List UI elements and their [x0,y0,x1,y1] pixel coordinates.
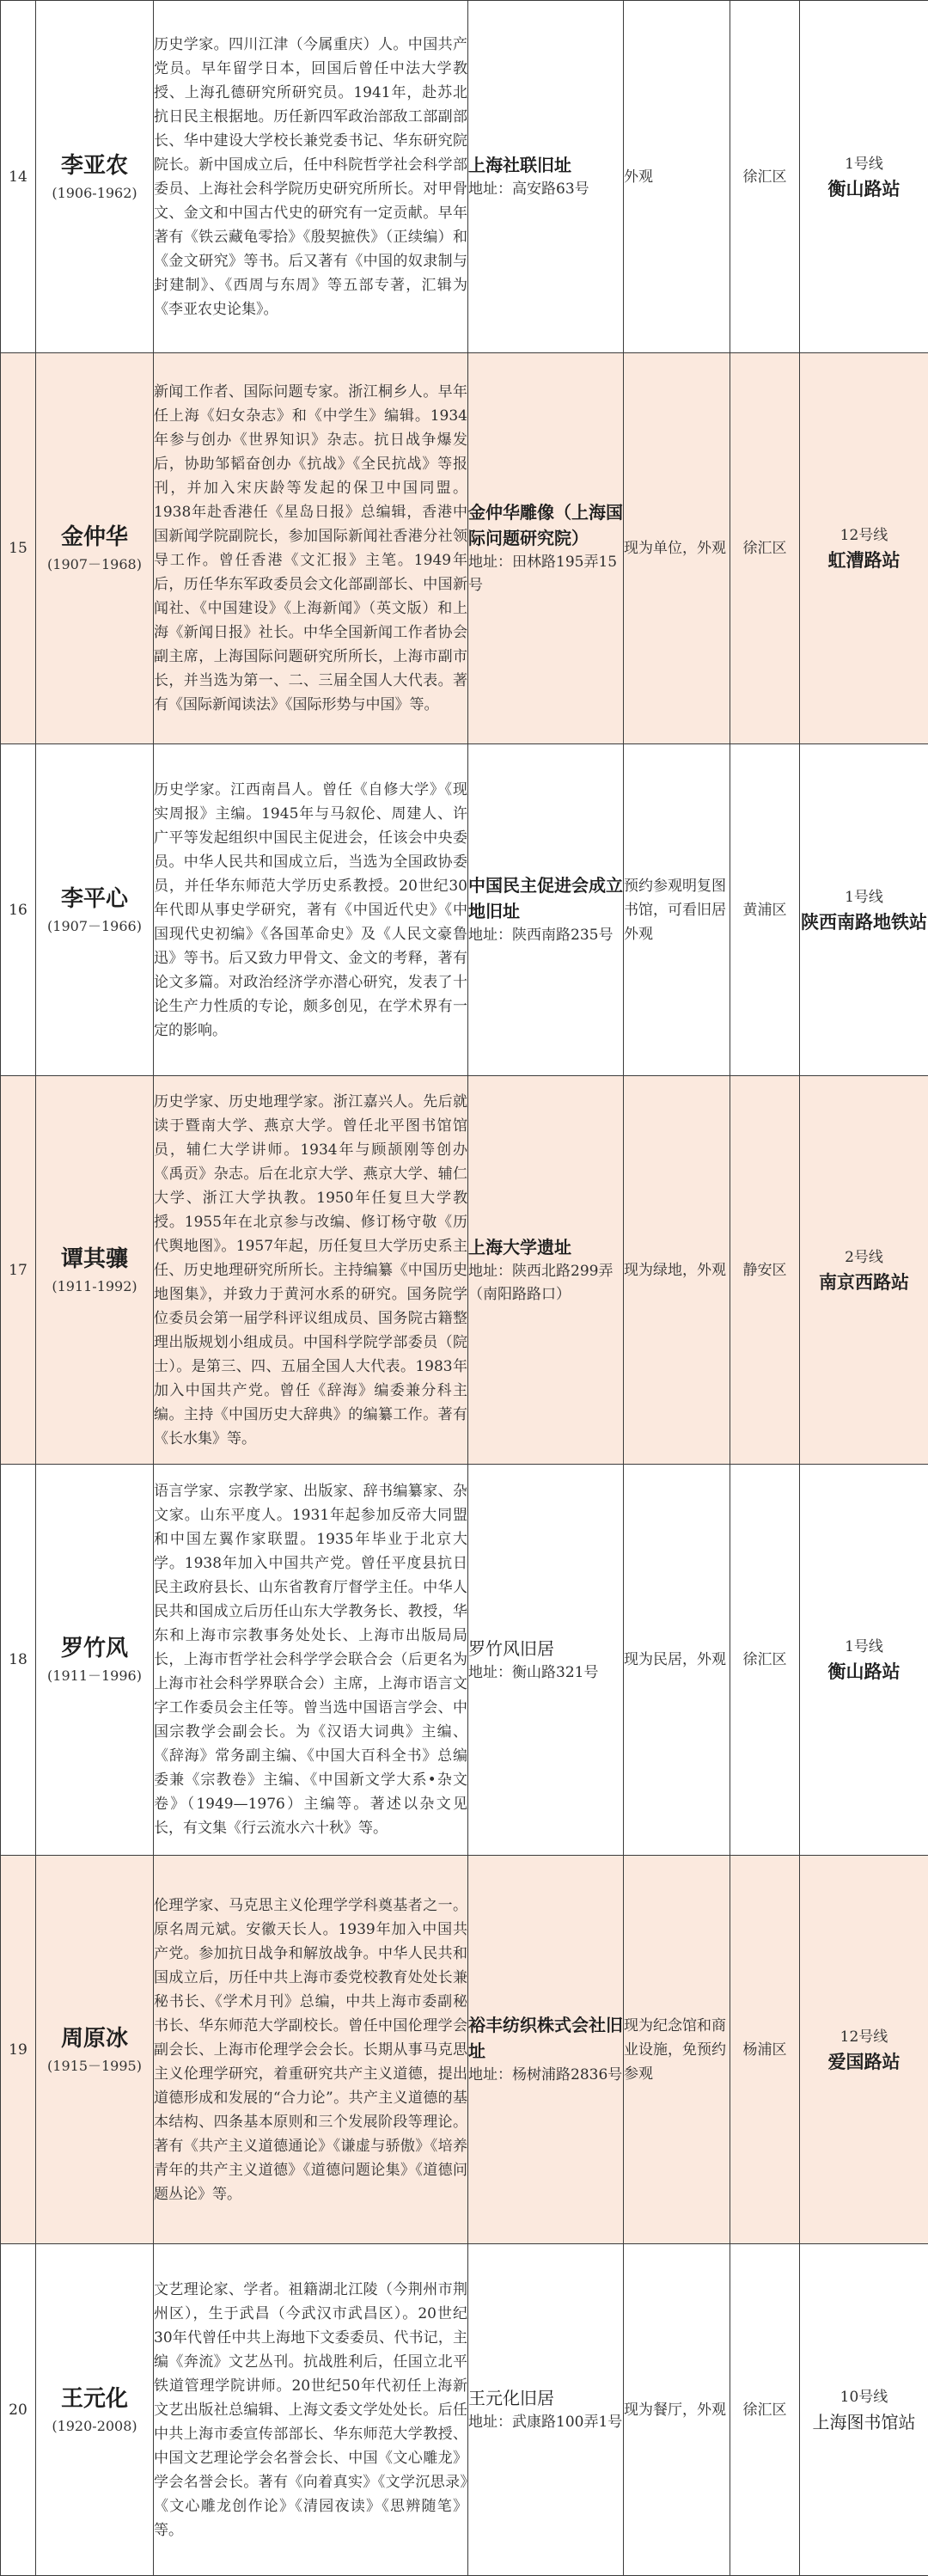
metro-cell [800,1856,928,2244]
row-number: 19 [1,1856,36,2244]
metro-line: 12号线 [800,2025,928,2049]
site-cell [468,353,624,744]
row-number: 15 [1,353,36,744]
metro-station: 陕西南路地铁站 [800,909,928,935]
row-number: 14 [1,1,36,353]
table-row [1,1465,928,1856]
metro-line: 1号线 [800,1635,928,1659]
metro-cell [800,1076,928,1465]
person-years: (1911－1996) [36,1666,153,1686]
person-name: 金仲华 [36,522,153,553]
row-number: 20 [1,2244,36,2576]
site-address: 地址：陕西北路299弄（南阳路路口） [468,1260,623,1306]
site-name: 上海大学遗址 [468,1234,623,1260]
person-name: 李平心 [36,884,153,915]
site-address: 地址：杨树浦路2836号 [468,2064,623,2087]
visit-status: 预约参观明复图书馆，可看旧居外观 [624,744,730,1076]
person-years: (1907－1968) [36,554,153,575]
person-biography: 新闻工作者、国际问题专家。浙江桐乡人。早年任上海《妇女杂志》和《中学生》编辑。1934年参与创办《世界知识》杂志。抗日战争爆发后，协助邹韬奋创办《抗战》《全民抗战》等报刊，并加入宋庆龄等发起的保卫中国同盟。1938年赴香港任《星岛日报》总编辑，香港中国新闻学院副院长，参加国际新闻社香港分社领导工作。曾任香港《文汇报》主笔。1949年后，历任华东军政委员会文化部副部长、中国新闻社、《中国建设》《上海新闻》（英文版）和上海《新闻日报》社长。中华全国新闻工作者协会副主席，上海国际问题研究所所长，上海市副市长，并当选为第一、二、三届全国人大代表。著有《国际新闻读法》《国际形势与中国》等。 [154,353,468,744]
person-name: 王元化 [36,2383,153,2414]
site-name: 中国民主促进会成立地旧址 [468,872,623,924]
table-row [1,353,928,744]
metro-cell [800,353,928,744]
person-name: 谭其骧 [36,1244,153,1275]
site-name: 裕丰纺织株式会社旧址 [468,2012,623,2064]
site-name: 上海社联旧址 [468,152,623,178]
person-cell [36,353,154,744]
visit-status: 现为餐厅，外观 [624,2244,730,2576]
site-cell [468,1076,624,1465]
person-biography: 历史学家。江西南昌人。曾任《自修大学》《现实周报》主编。1945年与马叙伦、周建人、许广平等发起组织中国民主促进会，任该会中央委员。中华人民共和国成立后，当选为全国政协委员，并任华东师范大学历史系教授。20世纪30年代即从事史学研究，著有《中国近代史》《中国现代史初编》《各国革命史》及《人民文豪鲁迅》等书。后又致力甲骨文、金文的考释，著有论文多篇。对政治经济学亦潜心研究，发表了十论生产力性质的专论，颇多创见，在学术界有一定的影响。 [154,744,468,1076]
person-cell [36,1,154,353]
table-row [1,1076,928,1465]
district: 徐汇区 [730,2244,800,2576]
row-number: 18 [1,1465,36,1856]
visit-status: 现为单位，外观 [624,353,730,744]
district: 徐汇区 [730,1465,800,1856]
site-name: 金仲华雕像（上海国际问题研究院） [468,499,623,551]
metro-station: 虹漕路站 [800,548,928,573]
site-address: 地址：田林路195弄15号 [468,551,623,597]
site-cell [468,1465,624,1856]
person-years: (1920-2008) [36,2416,153,2437]
metro-cell [800,1,928,353]
metro-cell [800,744,928,1076]
district: 徐汇区 [730,353,800,744]
metro-line: 1号线 [800,152,928,176]
site-cell [468,1,624,353]
visit-status: 现为民居，外观 [624,1465,730,1856]
person-cell [36,744,154,1076]
person-name: 罗竹风 [36,1633,153,1664]
visit-status: 现为绿地，外观 [624,1076,730,1465]
person-biography: 历史学家、历史地理学家。浙江嘉兴人。先后就读于暨南大学、燕京大学。曾任北平图书馆馆员，辅仁大学讲师。1934年与顾颉刚等创办《禹贡》杂志。后在北京大学、燕京大学、辅仁大学、浙江大学执教。1950年任复旦大学教授。1955年在北京参与改编、修订杨守敬《历代舆地图》。1957年起，历任复旦大学历史系主任、历史地理研究所所长。主持编纂《中国历史地图集》，并致力于黄河水系的研究。国务院学位委员会第一届学科评议组成员、国务院古籍整理出版规划小组成员。中国科学院学部委员（院士）。是第三、四、五届全国人大代表。1983年加入中国共产党。曾任《辞海》编委兼分科主编。主持《中国历史大辞典》的编纂工作。著有《长水集》等。 [154,1076,468,1465]
metro-cell [800,2244,928,2576]
district: 黄浦区 [730,744,800,1076]
visit-status: 外观 [624,1,730,353]
metro-station: 南京西路站 [800,1270,928,1295]
person-cell [36,1076,154,1465]
person-name: 李亚农 [36,150,153,181]
site-address: 地址：武康路100弄1号 [468,2411,623,2434]
metro-station: 爱国路站 [800,2049,928,2075]
row-number: 16 [1,744,36,1076]
person-years: (1906-1962) [36,183,153,204]
person-years: (1915－1995) [36,2056,153,2077]
district: 杨浦区 [730,1856,800,2244]
person-biography: 文艺理论家、学者。祖籍湖北江陵（今荆州市荆州区），生于武昌（今武汉市武昌区）。20世纪30年代曾任中共上海地下文委委员、代书记，主编《奔流》文艺丛刊。抗战胜利后，任国立北平铁道管理学院讲师。20世纪50年代初任上海新文艺出版社总编辑、上海文委文学处处长。后任中共上海市委宣传部部长、华东师范大学教授、中国文艺理论学会名誉会长、中国《文心雕龙》学会名誉会长。著有《向着真实》《文学沉思录》《文心雕龙创作论》《清园夜读》《思辨随笔》等。 [154,2244,468,2576]
metro-line: 12号线 [800,523,928,548]
district: 徐汇区 [730,1,800,353]
site-cell [468,744,624,1076]
site-name: 罗竹风旧居 [468,1636,623,1661]
person-cell [36,1465,154,1856]
site-address: 地址：陕西南路235号 [468,924,623,947]
table-row [1,1856,928,2244]
metro-cell [800,1465,928,1856]
site-name: 王元化旧居 [468,2385,623,2411]
person-years: (1911-1992) [36,1276,153,1297]
metro-station: 衡山路站 [800,176,928,202]
district: 静安区 [730,1076,800,1465]
person-cell [36,2244,154,2576]
table-row [1,1,928,353]
person-cell [36,1856,154,2244]
metro-line: 2号线 [800,1245,928,1270]
metro-line: 1号线 [800,885,928,909]
row-number: 17 [1,1076,36,1465]
site-cell [468,1856,624,2244]
site-address: 地址：高安路63号 [468,178,623,201]
person-name: 周原冰 [36,2023,153,2054]
table-row [1,744,928,1076]
site-cell [468,2244,624,2576]
visit-status: 现为纪念馆和商业设施，免预约参观 [624,1856,730,2244]
person-biography: 历史学家。四川江津（今属重庆）人。中国共产党员。早年留学日本，回国后曾任中法大学教授、上海孔德研究所研究员。1941年，赴苏北抗日民主根据地。历任新四军政治部敌工部副部长、华中建设大学校长兼党委书记、华东研究院院长。新中国成立后，任中科院哲学社会科学部委员、上海社会科学院历史研究所所长。对甲骨文、金文和中国古代史的研究有一定贡献。早年著有《铁云藏龟零拾》《殷契摭佚》（正续编）和《金文研究》等书。后又著有《中国的奴隶制与封建制》、《西周与东周》等五部专著，汇辑为《李亚农史论集》。 [154,1,468,353]
person-years: (1907－1966) [36,916,153,937]
table-row [1,2244,928,2576]
metro-station: 上海图书馆站 [800,2409,928,2435]
person-biography: 伦理学家、马克思主义伦理学学科奠基者之一。原名周元斌。安徽天长人。1939年加入中国共产党。参加抗日战争和解放战争。中华人民共和国成立后，历任中共上海市委党校教育处处长兼秘书长、《学术月刊》总编，中共上海市委副秘书长、华东师范大学副校长。曾任中国伦理学会副会长、上海市伦理学会会长。长期从事马克思主义伦理学研究，着重研究共产主义道德，提出道德形成和发展的“合力论”。共产主义道德的基本结构、四条基本原则和三个发展阶段等理论。著有《共产主义道德通论》《谦虚与骄傲》《培养青年的共产主义道德》《道德问题论集》《道德问题丛论》等。 [154,1856,468,2244]
site-address: 地址：衡山路321号 [468,1661,623,1685]
metro-line: 10号线 [800,2385,928,2409]
person-biography: 语言学家、宗教学家、出版家、辞书编纂家、杂文家。山东平度人。1931年起参加反帝大同盟和中国左翼作家联盟。1935年毕业于北京大学。1938年加入中国共产党。曾任平度县抗日民主政府县长、山东省教育厅督学主任。中华人民共和国成立后历任山东大学教务长、教授，华东和上海市宗教事务处处长、上海市出版局局长，上海市哲学社会科学学会联合会（后更名为上海市社会科学界联合会）主席，上海市语言文字工作委员会主任等。曾当选中国语言学会、中国宗教学会副会长。为《汉语大词典》主编、《辞海》常务副主编、《中国大百科全书》总编委兼《宗教卷》主编、《中国新文学大系•杂文卷》（1949—1976）主编等。著述以杂文见长，有文集《行云流水六十秋》等。 [154,1465,468,1856]
metro-station: 衡山路站 [800,1659,928,1685]
